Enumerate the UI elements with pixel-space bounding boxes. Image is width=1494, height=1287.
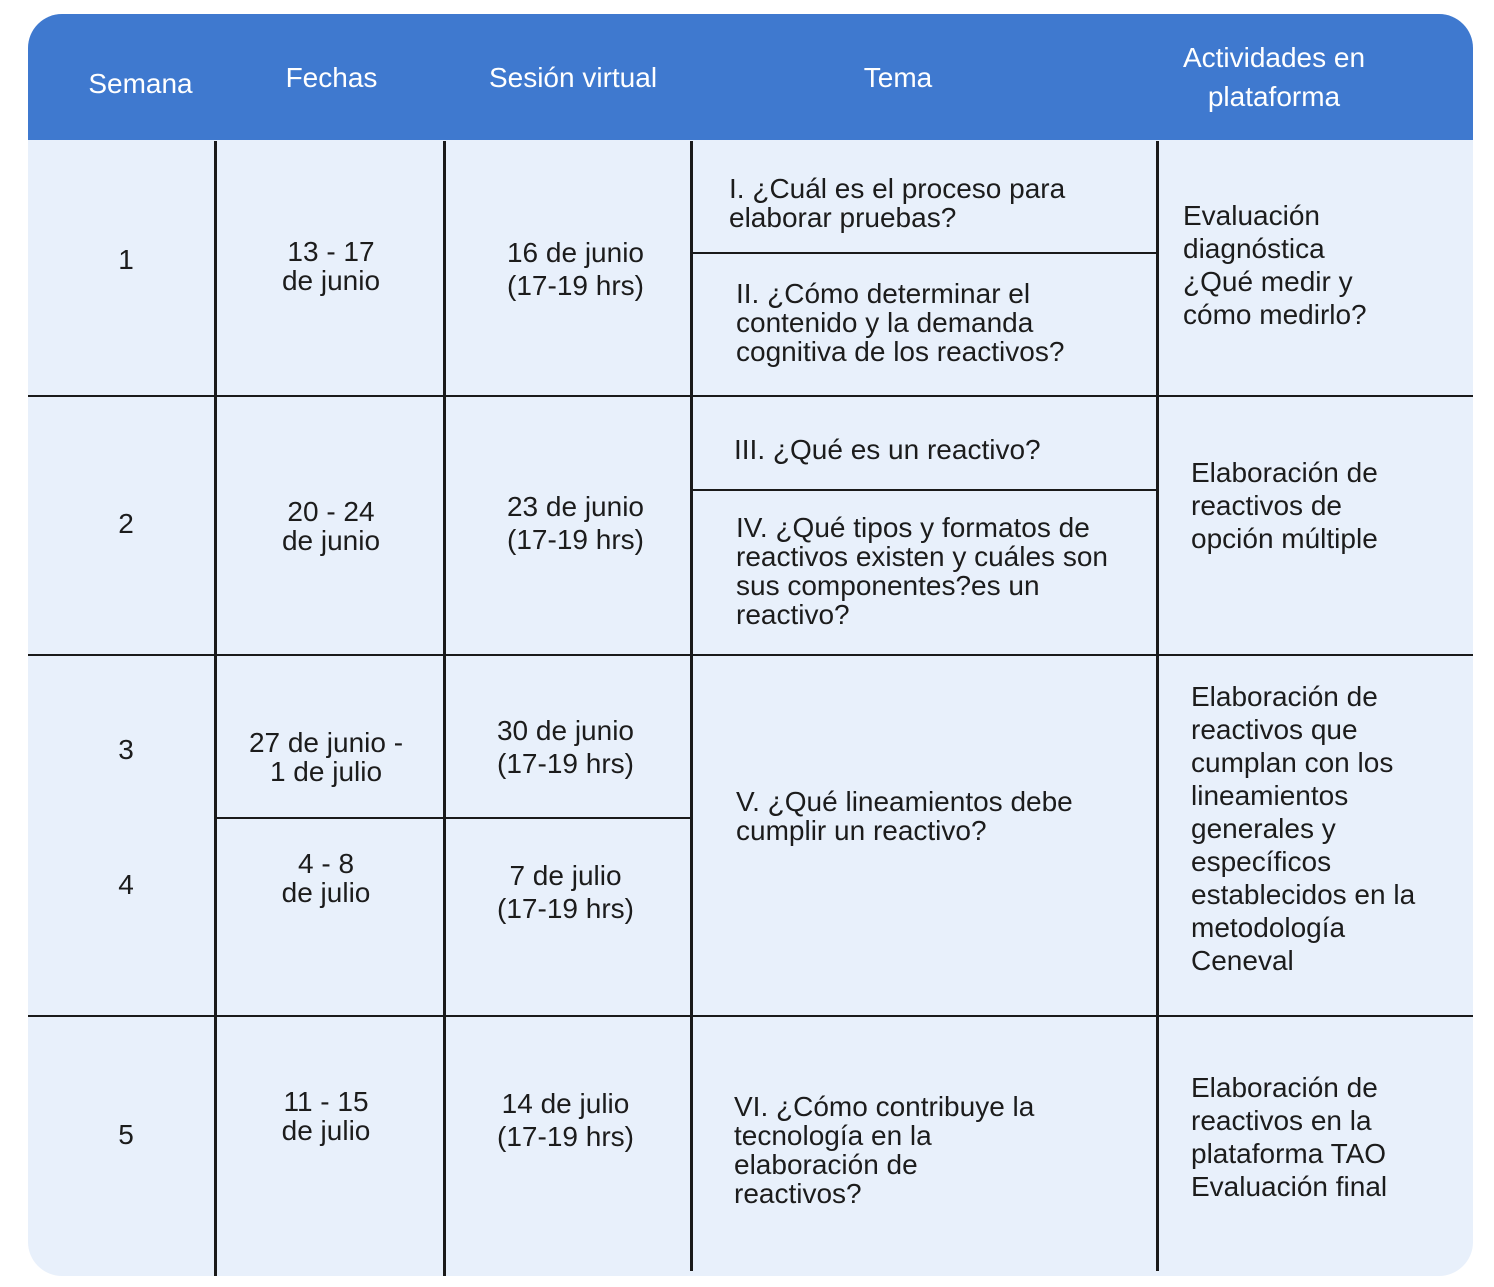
actividades-cell: Elaboración de reactivos en la plataforma TAO Evaluación final	[1191, 1072, 1388, 1202]
table-header	[28, 14, 1473, 140]
header-fechas: Fechas	[285, 61, 378, 93]
actividades-cell: Elaboración de reactivos que cumplan con los lineamientos generales y específicos establecidos en la metodología Ceneval	[1191, 681, 1416, 976]
actividades-cell: Evaluación diagnóstica ¿Qué medir y cómo medirlo?	[1183, 200, 1367, 330]
tema-divider	[692, 252, 1156, 254]
semana-cell: 2	[118, 508, 134, 539]
tema-cell: IV. ¿Qué tipos y formatos de reactivos existen y cuáles son sus componentes?es un reactivo?	[736, 512, 1108, 630]
tema-divider	[692, 489, 1156, 491]
actividades-cell: Elaboración de reactivos de opción múltiple	[1191, 457, 1378, 554]
column-divider	[690, 141, 693, 1271]
sesion-cell: 30 de junio (17-19 hrs)	[496, 715, 634, 779]
fechas-cell: 13 - 17 de junio	[281, 236, 381, 296]
tema-cell: I. ¿Cuál es el proceso para elaborar pruebas?	[729, 173, 1066, 233]
semana-cell: 3	[118, 734, 134, 765]
column-divider	[214, 141, 217, 1276]
header-tema: Tema	[863, 61, 933, 93]
row-divider	[28, 1015, 1473, 1017]
row-divider	[28, 654, 1473, 656]
fechas-cell: 11 - 15 de julio	[281, 1086, 371, 1146]
schedule-table	[28, 14, 1473, 1276]
sesion-cell: 23 de junio (17-19 hrs)	[506, 491, 644, 555]
column-divider	[443, 141, 446, 1276]
row-divider	[28, 395, 1473, 397]
fechas-cell: 4 - 8 de julio	[281, 848, 371, 908]
semana-cell: 5	[118, 1119, 134, 1150]
week-divider	[217, 817, 690, 819]
tema-cell: VI. ¿Cómo contribuye la tecnología en la elaboración de reactivos?	[734, 1091, 1035, 1209]
header-sesion-virtual: Sesión virtual	[488, 61, 658, 93]
fechas-cell: 27 de junio - 1 de julio	[248, 727, 404, 787]
fechas-cell: 20 - 24 de junio	[281, 496, 381, 556]
header-actividades: Actividades en plataforma	[1182, 42, 1366, 112]
sesion-cell: 16 de junio (17-19 hrs)	[506, 237, 644, 301]
column-divider	[1156, 141, 1159, 1271]
tema-cell: V. ¿Qué lineamientos debe cumplir un reactivo?	[736, 786, 1073, 846]
sesion-cell: 7 de julio (17-19 hrs)	[497, 860, 634, 924]
semana-cell: 4	[118, 869, 134, 900]
tema-cell: III. ¿Qué es un reactivo?	[734, 434, 1041, 465]
sesion-cell: 14 de julio (17-19 hrs)	[497, 1088, 634, 1152]
semana-cell: 1	[118, 244, 134, 275]
tema-cell: II. ¿Cómo determinar el contenido y la demanda cognitiva de los reactivos?	[736, 278, 1065, 367]
header-semana: Semana	[88, 67, 193, 99]
